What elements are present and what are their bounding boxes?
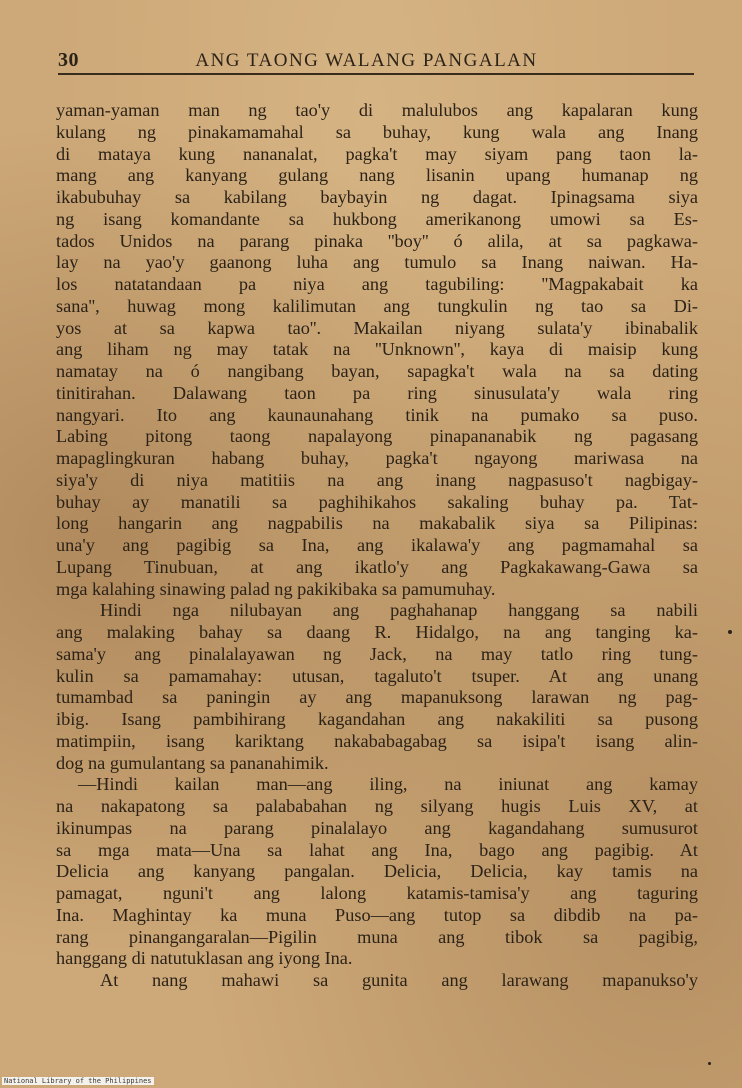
text-line: nangyari. Ito ang kaunaunahang tinik na pumako sa puso. [56,404,698,425]
text-line: los natatandaan pa niya ang tagubiling: ''Magpakabait ka [56,274,698,294]
ink-speck [708,1062,711,1065]
text-line: lay na yao'y gaanong luha ang tumulo sa Inang naiwan. Ha- [56,252,698,273]
text-line: sa mga mata—Una sa lahat ang Ina, bago ang pagibig. At [56,839,698,860]
text-line: matimpiin, isang kariktang nakababagabag sa isipa't isang alin- [56,730,698,751]
library-footer: National Library of the Philippines [4,1077,152,1085]
text-line: sama'y ang pinalalayawan ng Jack, na may tatlo ring tung- [56,643,698,664]
running-head [58,40,694,72]
text-line: tinitirahan. Dalawang taon pa ring sinusulata'y wala ring [56,382,698,403]
text-line: hanggang di natutuklasan ang iyong Ina. [56,948,353,969]
text-line: mga kalahing sinawing palad ng pakikibaka sa pamumuhay. [56,578,496,599]
text-line: Labing pitong taong napalayong pinapananabik ng pagasang [56,426,698,447]
text-line: tumambad sa paningin ay ang mapanuksong larawan ng pag- [56,687,698,708]
text-line: Hindi nga nilubayan ang paghahanap hanggang sa nabili [100,600,698,621]
text-line: ang malaking bahay sa daang R. Hidalgo, na ang tanging ka- [56,622,698,642]
text-line: yaman-yaman man ng tao'y di malulubos ang kapalaran kung [56,100,698,120]
text-line: ikinumpas na parang pinalalayo ang kagandahang sumusurot [56,817,698,838]
text-line: Lupang Tinubuan, at ang ikatlo'y ang Pagkakawang-Gawa sa [56,556,698,577]
text-line: una'y ang pagibig sa Ina, ang ikalawa'y ang pagmamahal sa [56,535,698,555]
text-line: yos at sa kapwa tao''. Makailan niyang sulata'y ibinabalik [56,317,698,338]
text-line: mapaglingkuran habang buhay, pagka't ngayong mariwasa na [56,448,698,468]
text-line: long hangarin ang nagpabilis na makabalik siya sa Pilipinas: [56,513,698,534]
header-rule [58,73,694,75]
text-line: sana'', huwag mong kalilimutan ang tungkulin ng tao sa Di- [56,295,698,316]
page-number: 30 [58,49,79,71]
text-line: tados Unidos na parang pinaka ''boy'' ó alila, at sa pagkawa- [56,230,698,251]
text-line: rang pinangangaralan—Pigilin muna ang tibok sa pagibig, [56,926,698,947]
text-line: ibig. Isang pambihirang kagandahan ang nakakiliti sa pusong [56,709,698,729]
text-line: dog na gumulantang sa pananahimik. [56,752,329,773]
text-line: di mataya kung nananalat, pagka't may siyam pang taon la- [56,143,698,164]
text-line: namatay na ó nangibang bayan, sapagka't wala na sa dating [56,361,698,381]
text-line: buhay ay manatili sa paghihikahos sakaling buhay pa. Tat- [56,491,698,512]
text-line: At nang mahawi sa gunita ang larawang mapanukso'y [100,970,698,990]
text-line: Delicia ang kanyang pangalan. Delicia, Delicia, kay tamis na [56,861,698,882]
text-line: ng isang komandante sa hukbong amerikanong umowi sa Es- [56,208,698,229]
text-line: mang ang kanyang gulang nang lisanin upang humanap ng [56,165,698,186]
text-line: kulin sa pamamahay: utusan, tagaluto't tsuper. At ang unang [56,665,698,686]
text-line: siya'y di niya matitiis na ang inang nagpasuso't nagbigay- [56,469,698,490]
body-text [56,100,698,992]
text-line: na nakapatong sa palababahan ng silyang hugis Luis XV, at [56,796,698,816]
text-line: ikabubuhay sa kabilang baybayin ng dagat. Ipinagsama siya [56,187,698,207]
text-line: pamagat, nguni't ang lalong katamis-tamisa'y ang taguring [56,883,698,903]
text-line: —Hindi kailan man—ang iling, na iniunat ang kamay [78,774,698,795]
text-line: kulang ng pinakamamahal sa buhay, kung wala ang Inang [56,121,698,142]
running-title: ANG TAONG WALANG PANGALAN [195,50,538,71]
ink-speck [728,630,732,634]
text-line: Ina. Maghintay ka muna Puso—ang tutop sa dibdib na pa- [56,904,698,925]
text-line: ang liham ng may tatak na ''Unknown'', kaya di maisip kung [56,339,698,360]
